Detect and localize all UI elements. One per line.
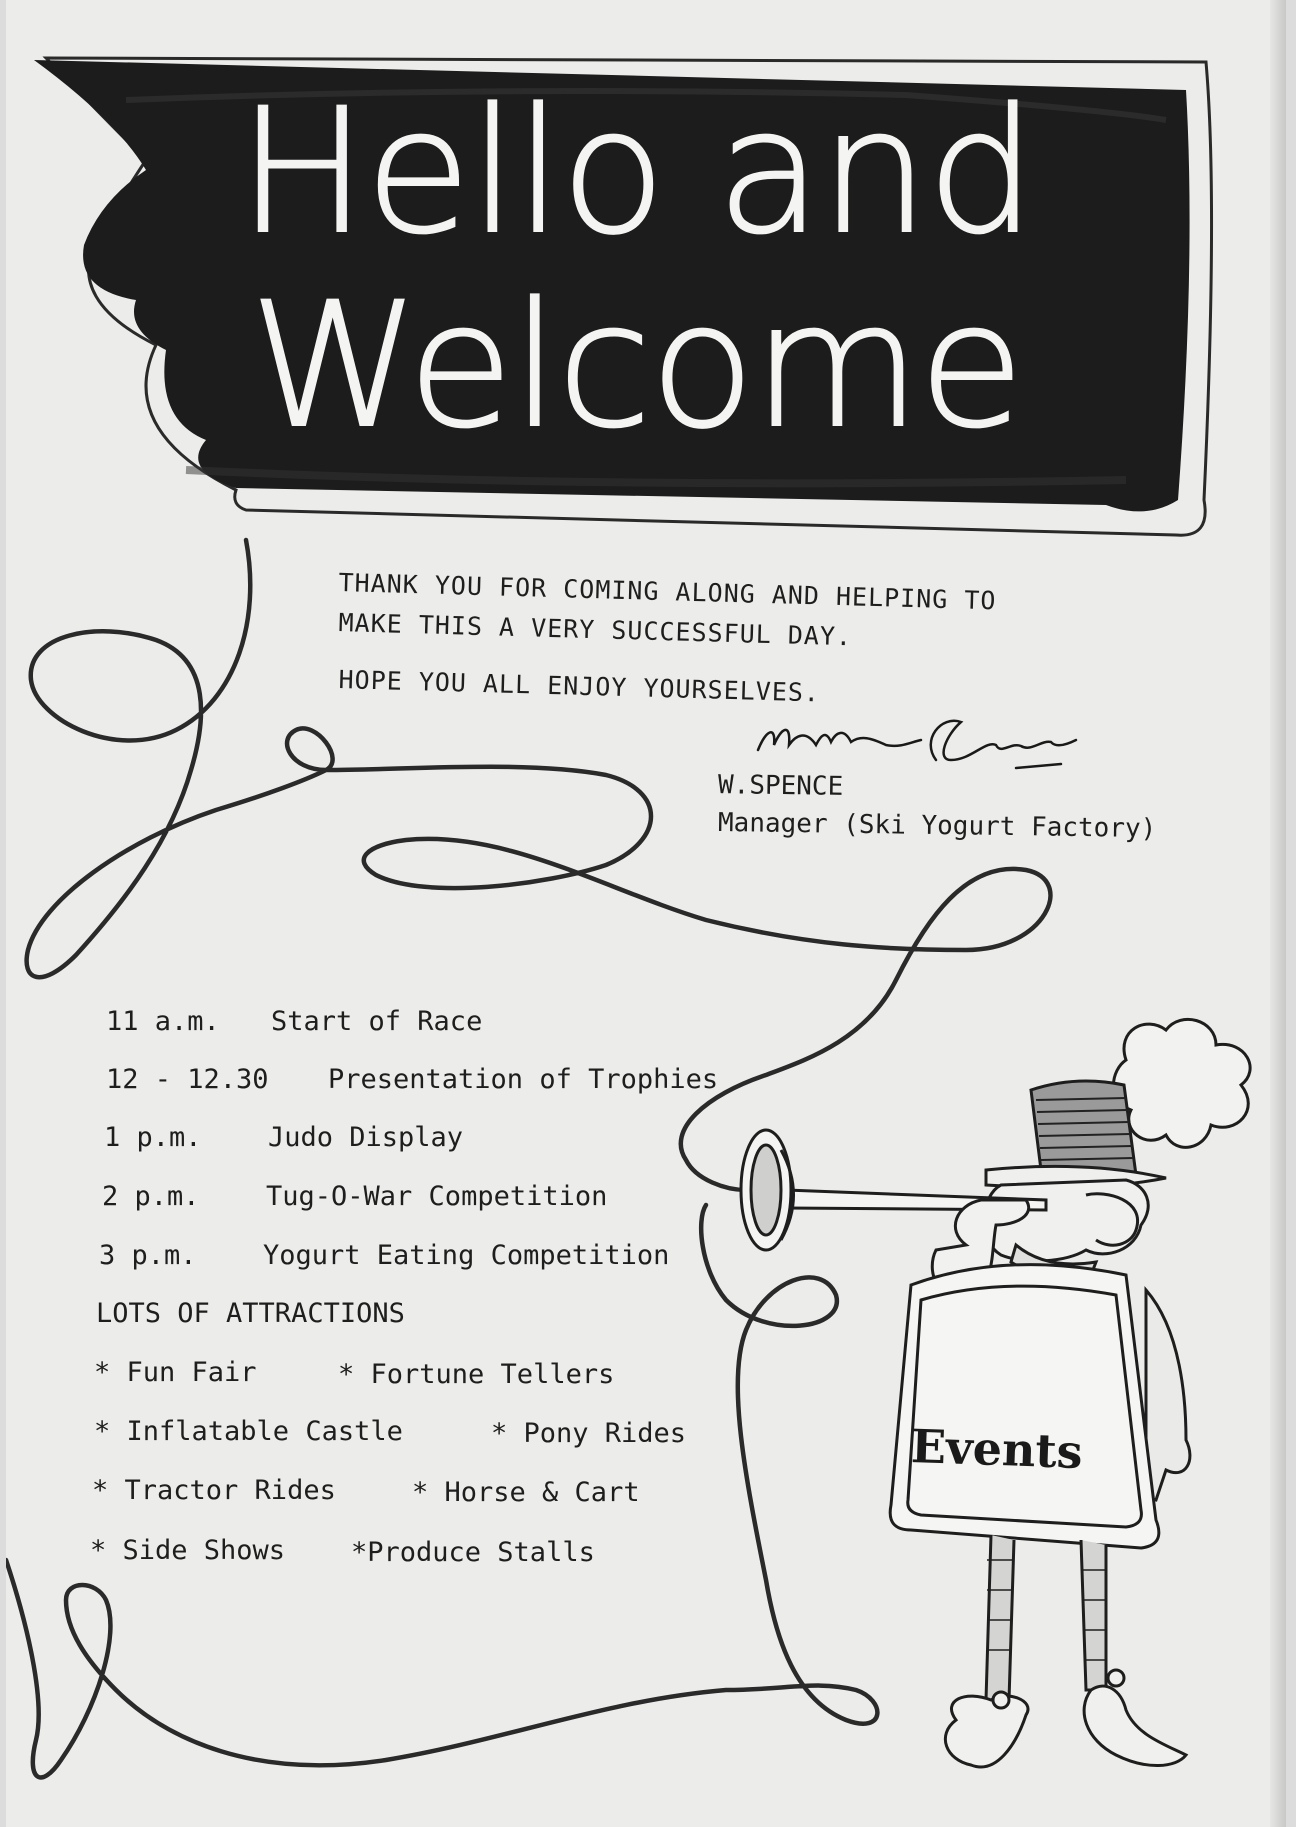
welcome-message-line: HOPE YOU ALL ENJOY YOURSELVES. (338, 665, 821, 708)
signatory-title: Manager (Ski Yogurt Factory) (717, 807, 1157, 845)
schedule-item (99, 1240, 669, 1271)
schedule-item (106, 1064, 718, 1095)
schedule-time: 2 p.m. (102, 1181, 200, 1212)
schedule-time: 11 a.m. (106, 1006, 220, 1037)
herald-illustration (741, 1019, 1250, 1767)
attractions-heading: LOTS OF ATTRACTIONS (96, 1298, 405, 1329)
attraction-item: * Pony Rides (491, 1418, 687, 1449)
schedule-event: Start of Race (271, 1006, 483, 1037)
schedule-event: Tug-O-War Competition (266, 1181, 608, 1212)
schedule-item (102, 1181, 607, 1212)
schedule-item (104, 1122, 463, 1153)
welcome-message-line: MAKE THIS A VERY SUCCESSFUL DAY. (338, 608, 853, 652)
banner-headline-line1: Hello and (237, 71, 1035, 272)
schedule-time: 1 p.m. (104, 1122, 202, 1153)
attraction-item: * Tractor Rides (92, 1475, 336, 1506)
left-shoe (945, 1696, 1028, 1767)
programme-page (6, 0, 1286, 1827)
signatory-name: W.SPENCE (717, 770, 844, 802)
welcome-message-line: THANK YOU FOR COMING ALONG AND HELPING TO (338, 568, 997, 616)
attraction-item: * Inflatable Castle (94, 1416, 403, 1447)
schedule-event: Yogurt Eating Competition (263, 1240, 670, 1271)
schedule-event: Judo Display (268, 1122, 464, 1153)
right-leg (1081, 1540, 1106, 1690)
schedule-time: 3 p.m. (99, 1240, 197, 1271)
attraction-item: * Horse & Cart (412, 1477, 640, 1508)
tabard-events-label: Events (910, 1419, 1084, 1479)
looping-rope (6, 540, 1050, 1777)
schedule-item (106, 1006, 482, 1037)
handwritten-signature (758, 721, 1076, 768)
attraction-item: * Fortune Tellers (338, 1359, 615, 1390)
schedule-event: Presentation of Trophies (328, 1064, 719, 1095)
right-shoe (1084, 1686, 1186, 1765)
attraction-item: * Fun Fair (94, 1357, 257, 1388)
banner-headline-line2: Welcome (249, 265, 1023, 466)
attraction-item: * Side Shows (90, 1535, 286, 1566)
hat-plume (1114, 1019, 1251, 1147)
hat (1031, 1081, 1136, 1175)
attraction-item: *Produce Stalls (351, 1537, 595, 1568)
schedule-time: 12 - 12.30 (106, 1064, 269, 1095)
